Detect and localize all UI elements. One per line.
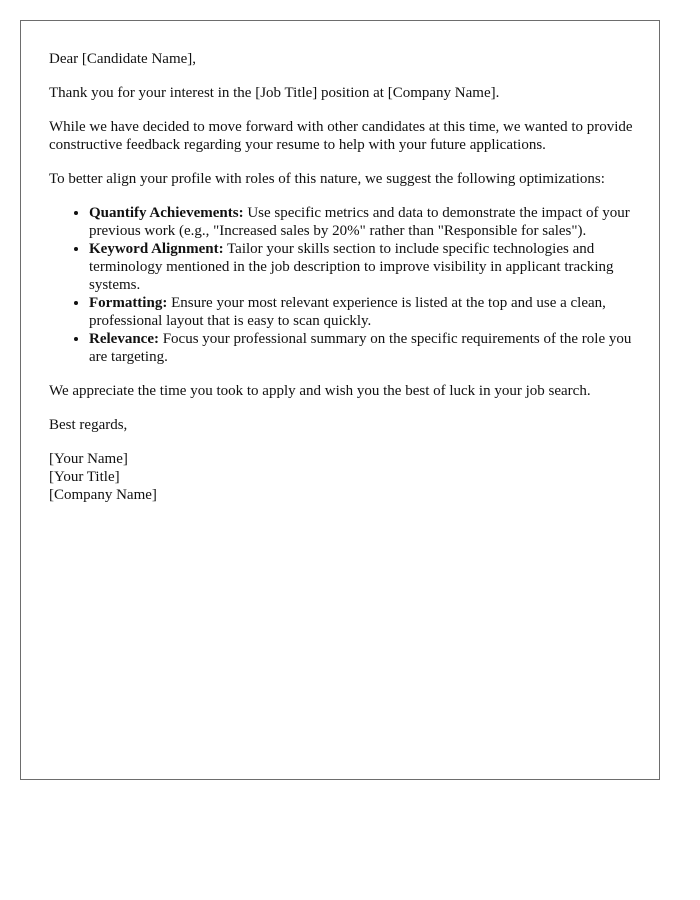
list-item-title: Formatting: [89,295,168,311]
list-item-text: Tailor your skills section to include specific technologies and terminology mentioned in the job description to improve visibility in applicant tracking systems. [89,241,614,293]
list-item-title: Quantify Achievements: [89,205,244,221]
greeting: Dear [Candidate Name], [49,51,197,67]
letter-content [49,50,639,504]
list-item-title: Keyword Alignment: [89,241,224,257]
signature-title: [Your Title] [49,469,120,485]
signature-company: [Company Name] [49,487,157,503]
list-item-text: Use specific metrics and data to demonstrate the impact of your previous work (e.g., "Increased sales by 20%" rather than "Responsible for sales"). [89,205,630,239]
feedback-paragraph: While we have decided to move forward with other candidates at this time, we wanted to provide constructive feedback regarding your resume to help with your future applications. [49,119,633,153]
suggestion-intro: To better align your profile with roles of this nature, we suggest the following optimizations: [49,171,605,187]
letter-page [20,20,660,780]
list-item [89,294,639,330]
list-item [89,240,639,294]
list-item [89,204,639,240]
sign-off: Best regards, [49,417,128,433]
optimization-list [49,204,639,366]
closing-paragraph: We appreciate the time you took to apply and wish you the best of luck in your job search. [49,383,591,399]
signature-block [49,450,639,504]
signature-name: [Your Name] [49,451,128,467]
intro-paragraph: Thank you for your interest in the [Job Title] position at [Company Name]. [49,85,500,101]
list-item-text: Focus your professional summary on the specific requirements of the role you are targeting. [89,331,632,365]
list-item-title: Relevance: [89,331,159,347]
list-item-text: Ensure your most relevant experience is listed at the top and use a clean, professional layout that is easy to scan quickly. [89,295,606,329]
list-item [89,330,639,366]
